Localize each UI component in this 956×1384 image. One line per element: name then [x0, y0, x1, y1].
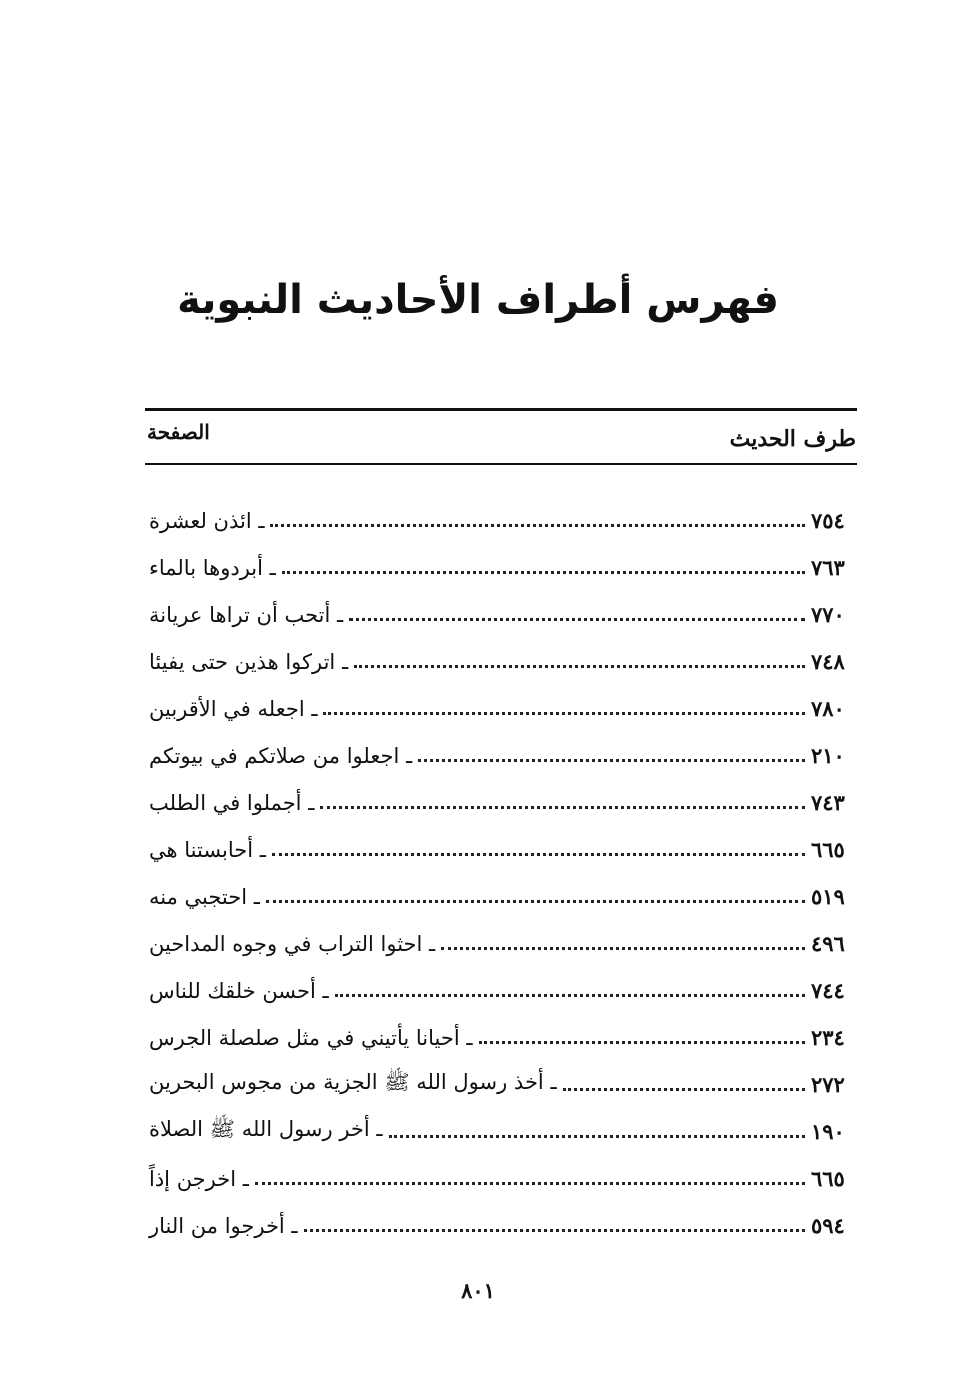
entry-text: ـ أخر رسول الله ﷺ الصلاة	[149, 1117, 383, 1141]
dot-leader	[320, 806, 805, 809]
entry-text: ـ اتركوا هذين حتى يفيئا	[149, 649, 349, 674]
dot-leader	[479, 1041, 805, 1044]
entry-text: ـ احثوا التراب في وجوه المداحين	[149, 931, 436, 956]
entry-page-number: ٧٥٤	[811, 508, 845, 533]
entry-page-number: ٧٨٠	[811, 696, 845, 721]
entry-page-number: ٢١٠	[811, 743, 845, 768]
page-title: فهرس أطراف الأحاديث النبوية	[177, 277, 779, 323]
entry-text: ـ أبردوها بالماء	[149, 555, 276, 580]
index-entry	[145, 591, 857, 638]
entry-text: ـ ائذن لعشرة	[149, 508, 265, 533]
index-entry	[145, 1155, 857, 1202]
entry-page-number: ٥٩٤	[811, 1213, 845, 1238]
dot-leader	[304, 1229, 805, 1232]
footer-page-number: ٨٠١	[461, 1278, 495, 1303]
header-bottom-rule	[145, 463, 857, 465]
dot-leader	[282, 571, 805, 574]
entry-page-number: ٦٦٥	[811, 1166, 845, 1191]
entry-page-number: ٢٧٢	[811, 1072, 845, 1097]
entry-page-number: ٦٦٥	[811, 837, 845, 862]
entry-text: ـ اجعله في الأقربين	[149, 696, 318, 721]
index-entry	[145, 1202, 857, 1249]
entry-text: ـ أجملوا في الطلب	[149, 790, 315, 815]
index-entry	[145, 544, 857, 591]
index-entry	[145, 638, 857, 685]
dot-leader	[418, 759, 805, 762]
index-entry	[145, 920, 857, 967]
entry-text: ـ أحابستنا هي	[149, 837, 266, 862]
index-entry	[145, 732, 857, 779]
entry-text: ـ أحسن خلقك للناس	[149, 978, 329, 1003]
entry-page-number: ٧٤٤	[811, 978, 845, 1003]
index-entry	[145, 873, 857, 920]
entry-page-number: ٧٦٣	[811, 555, 845, 580]
entry-text: ـ احتجبي منه	[149, 884, 260, 909]
index-entry	[145, 1061, 857, 1108]
entry-text: ـ اجعلوا من صلاتكم في بيوتكم	[149, 743, 413, 768]
dot-leader	[563, 1088, 805, 1091]
dot-leader	[266, 900, 805, 903]
entry-text: ـ أحيانا يأتيني في مثل صلصلة الجرس	[149, 1025, 473, 1050]
index-entry	[145, 967, 857, 1014]
dot-leader	[441, 947, 805, 950]
entry-text: ـ أتحب أن تراها عريانة	[149, 602, 344, 627]
entry-text: ـ اخرجن إذاً	[149, 1166, 249, 1191]
entry-page-number: ٧٧٠	[811, 602, 845, 627]
index-entry	[145, 1014, 857, 1061]
index-entry	[145, 1108, 857, 1155]
dot-leader	[270, 524, 805, 527]
entry-page-number: ٥١٩	[811, 884, 845, 909]
column-header-hadith: طرف الحديث	[729, 426, 856, 452]
entry-page-number: ٤٩٦	[811, 931, 845, 956]
column-header-page: الصفحة	[147, 420, 210, 444]
entry-text: ـ أخرجوا من النار	[149, 1213, 298, 1238]
entry-page-number: ١٩٠	[811, 1119, 845, 1144]
dot-leader	[255, 1182, 805, 1185]
dot-leader	[389, 1135, 805, 1138]
entry-page-number: ٧٤٨	[811, 649, 845, 674]
index-list	[145, 497, 857, 1249]
dot-leader	[349, 618, 805, 621]
index-entry	[145, 497, 857, 544]
index-entry	[145, 685, 857, 732]
dot-leader	[335, 994, 805, 997]
header-top-rule	[145, 408, 857, 411]
dot-leader	[272, 853, 805, 856]
dot-leader	[354, 665, 805, 668]
entry-text: ـ أخذ رسول الله ﷺ الجزية من مجوس البحرين	[149, 1070, 557, 1094]
index-entry	[145, 826, 857, 873]
entry-page-number: ٢٣٤	[811, 1025, 845, 1050]
dot-leader	[323, 712, 805, 715]
index-entry	[145, 779, 857, 826]
entry-page-number: ٧٤٣	[811, 790, 845, 815]
